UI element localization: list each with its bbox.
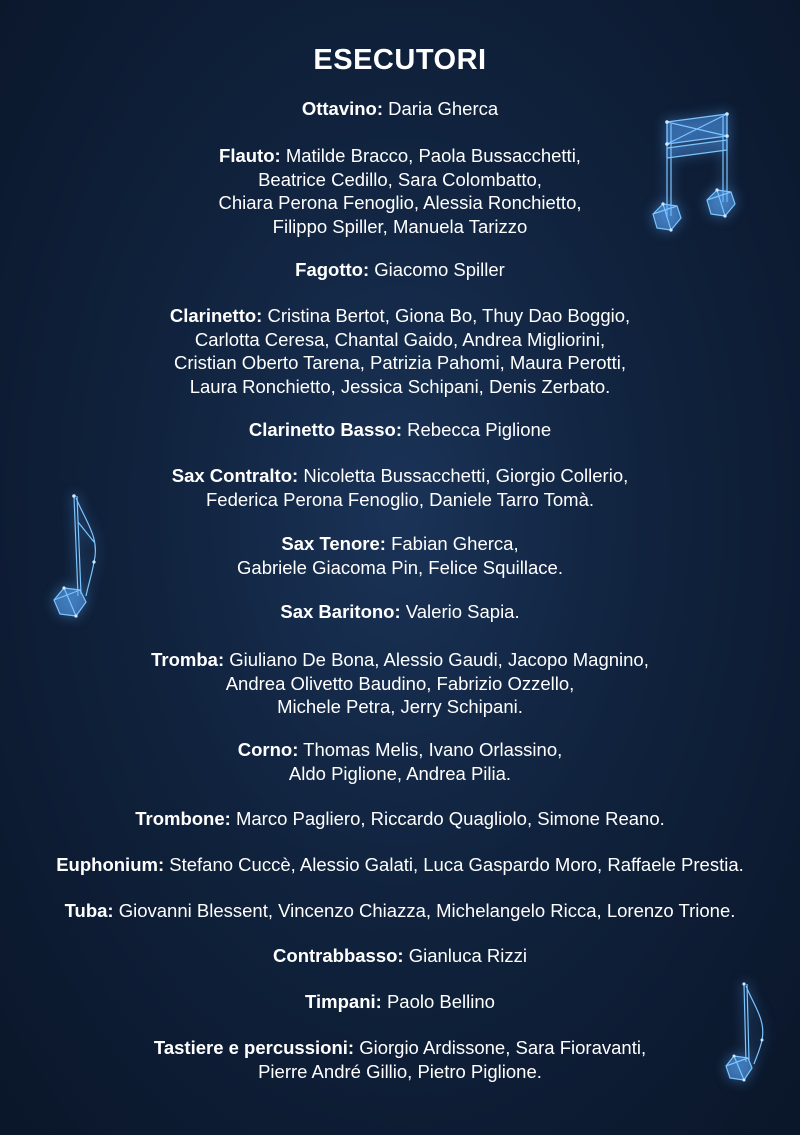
role-label: Contrabbasso:: [273, 945, 404, 966]
performer-names: Carlotta Ceresa, Chantal Gaido, Andrea Migliorini,: [194, 328, 606, 350]
role-label: Corno:: [237, 739, 299, 760]
role-label: Clarinetto:: [169, 305, 263, 326]
performer-names: Stefano Cuccè, Alessio Galati, Luca Gaspardo Moro, Raffaele Prestia.: [169, 854, 744, 875]
performer-names: Pierre André Gillio, Pietro Piglione.: [258, 1060, 542, 1082]
section-corno: [0, 738, 800, 785]
performer-names: Giacomo Spiller: [374, 259, 505, 280]
role-label: Sax Baritono:: [280, 601, 401, 622]
role-label: Fagotto:: [295, 259, 370, 280]
eighth-note-icon: [48, 492, 103, 622]
role-label: Clarinetto Basso:: [248, 419, 403, 440]
performer-names: Beatrice Cedillo, Sara Colombatto,: [258, 168, 542, 190]
section-clarinetto-basso: [0, 418, 800, 442]
section-tuba: [0, 899, 800, 923]
section-sax-baritono: [0, 600, 800, 624]
role-label: Tromba:: [151, 649, 225, 670]
performer-names: Marco Pagliero, Riccardo Quagliolo, Simone Reano.: [235, 808, 665, 829]
performer-names: Nicoletta Bussacchetti, Giorgio Collerio,: [303, 465, 629, 486]
role-label: Sax Contralto:: [171, 465, 299, 486]
role-label: Tuba:: [64, 900, 114, 921]
section-euphonium: [0, 853, 800, 877]
performer-names: Andrea Olivetto Baudino, Fabrizio Ozzello,: [225, 672, 575, 694]
section-tromba: [0, 648, 800, 719]
performer-names: Chiara Perona Fenoglio, Alessia Ronchietto,: [218, 192, 582, 213]
role-label: Trombone:: [135, 808, 231, 829]
section-tastiere-percussioni: [0, 1036, 800, 1083]
performer-names: Fabian Gherca,: [391, 533, 519, 554]
performer-names: Giorgio Ardissone, Sara Fioravanti,: [359, 1037, 647, 1058]
performer-names: Matilde Bracco, Paola Bussacchetti,: [285, 145, 581, 166]
performer-names: Michele Petra, Jerry Schipani.: [277, 696, 523, 717]
role-label: Flauto:: [219, 145, 281, 166]
section-trombone: [0, 807, 800, 831]
performer-names: Cristian Oberto Tarena, Patrizia Pahomi, Maura Perotti,: [173, 352, 627, 373]
section-clarinetto: [0, 304, 800, 398]
performer-names: Valerio Sapia.: [405, 601, 520, 622]
performer-names: Federica Perona Fenoglio, Daniele Tarro Tomà.: [205, 488, 595, 510]
performer-names: Cristina Bertot, Giona Bo, Thuy Dao Boggio,: [267, 305, 631, 326]
section-fagotto: [0, 258, 800, 282]
section-sax-tenore: [0, 532, 800, 579]
performer-names: Filippo Spiller, Manuela Tarizzo: [272, 215, 528, 237]
section-timpani: [0, 990, 800, 1014]
role-label: Ottavino:: [301, 98, 384, 119]
performer-names: Rebecca Piglione: [407, 419, 552, 440]
performer-names: Thomas Melis, Ivano Orlassino,: [303, 739, 563, 760]
section-sax-contralto: [0, 464, 800, 511]
role-label: Tastiere e percussioni:: [153, 1037, 355, 1058]
performer-names: Gabriele Giacoma Pin, Felice Squillace.: [237, 556, 563, 578]
performer-names: Paolo Bellino: [386, 991, 495, 1012]
eighth-note-icon: [722, 980, 777, 1085]
section-contrabbasso: [0, 944, 800, 968]
role-label: Sax Tenore:: [281, 533, 386, 554]
performer-names: Gianluca Rizzi: [408, 945, 527, 966]
performer-names: Aldo Piglione, Andrea Pilia.: [288, 762, 512, 784]
role-label: Euphonium:: [56, 854, 165, 875]
performer-names: Giovanni Blessent, Vincenzo Chiazza, Michelangelo Ricca, Lorenzo Trione.: [118, 900, 736, 921]
performer-names: Laura Ronchietto, Jessica Schipani, Denis Zerbato.: [189, 375, 611, 397]
performer-names: Giuliano De Bona, Alessio Gaudi, Jacopo Magnino,: [229, 649, 649, 670]
role-label: Timpani:: [305, 991, 382, 1012]
beamed-eighth-notes-icon: [645, 110, 740, 240]
page-title: ESECUTORI: [313, 44, 487, 76]
performer-names: Daria Gherca: [388, 98, 499, 119]
